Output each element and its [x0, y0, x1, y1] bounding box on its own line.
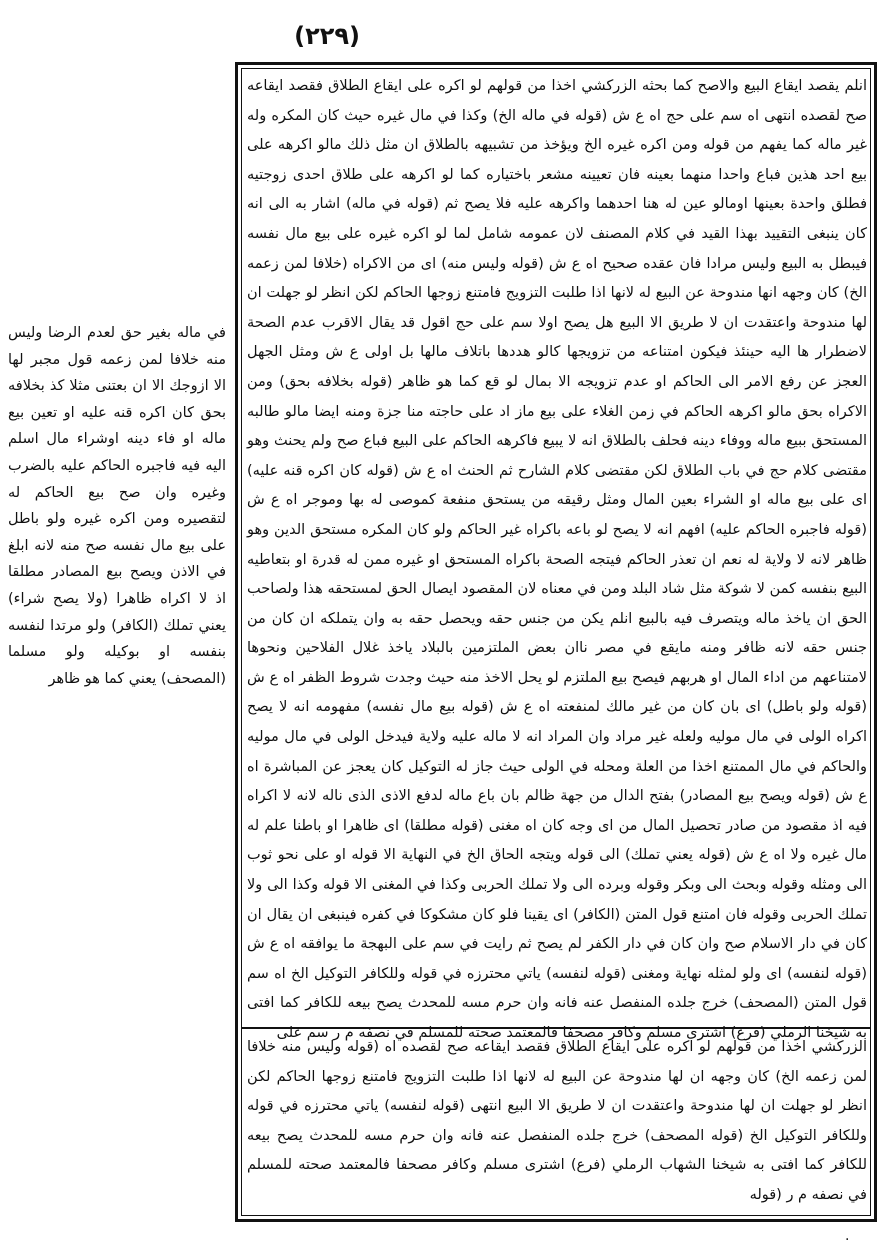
main-text-block: انلم يقصد ايقاع البيع والاصح كما بحثه الزركشي اخذا من قولهم لو اكره على ايقاع الطلاق فقصد ايقاعه صح لقصده انتهى اه سم على حج اه ع ش (قوله في ماله الخ) وكذا في مال غيره حيث كان المكره وله غير ماله كما يفهم من قوله ومن اكره غيره الخ ويؤخذ من تشبيهه بالطلاق ان مثل ذلك مالو اكرهه على بيع احد هذين فباع واحدا منهما بعينه فان تعيينه مشعر باختياره كما لو اكرهه على طلاق احدى زوجتيه فطلق واحدة بعينها اومالو عين له هنا احدهما واكرهه عليه فلا يصح ثم (قوله في ماله) اشار به الى انه كان ينبغى التقييد بهذا القيد في كلام المصنف لان عمومه شامل لما لو اكره غيره على بيع مال نفسه فيبطل به البيع وليس مرادا فان عقده صحيح اه ع ش (قوله وليس منه) اى من الاكراه (خلافا لمن زعمه الخ) كان وجهه انها مندوحة عن البيع له لانها اذا طلبت التزويج فامتنع زوجها الحاكم لكن انظر لو جهلت ان لها مندوحة واعتقدت ان لا طريق الا البيع هل يصح اولا سم على حج اقول قد يقال الاقرب عدم الصحة لاضطرار ها اليه حينئذ فيكون امتناعه من تزويجها كالو هددها باتلاف مالها بل اولى ع ش ومثل الجهل العجز عن رفع الامر الى الحاكم او عدم تزويجه الا بمال لو قع كما هو ظاهر (قوله بخلافه بحق) ومن الاكراه بحق مالو اكرهه الحاكم في زمن الغلاء على بيع ماز اد على حاجته منا جزة ومنه ايضا مالو طالبه المستحق ببيع ماله ووفاء دينه فحلف بالطلاق انه لا يبيع فاكرهه الحاكم على البيع فباع صح ولم يحنث وهو مقتضى كلام حج في باب الطلاق لكن مقتضى كلام الشارح ثم الحنث اه ع ش (قوله كان اكره قنه عليه) اى على بيع ماله او الشراء بعين المال ومثل رقيقه من يستحق منفعة كموصى له بها وموجر اه ع ش (قوله فاجبره الحاكم عليه) افهم انه لا يصح لو باعه باكراه غير الحاكم ولو كان المكره مستحق الدين وهو ظاهر لانه لا ولاية له نعم ان تعذر الحاكم فيتجه الصحة باكراه المستحق او غيره ممن له قدرة او بتعاطيه البيع بنفسه كمن لا شوكة مثل شاد البلد ومن في معناه لان المقصود ايصال الحق لمستحقه هذا ولصاحب الحق ان ياخذ ماله ويتصرف فيه بالبيع انلم يكن من جنس حقه ويحصل حقه به وان يتملكه ان كان من جنس حقه لانه ظافر ومنه مايقع في مصر ناان بعض الملتزمين بالبلاد ياخذ غلال الفلاحين ونحوها لامتناعهم من اداء المال او هربهم فيصح بيع الملتزم لو يحل الاخذ منه حيث وجدت شروط الظفر اه ع ش (قوله ولو باطل) اى بان كان من غير مالك لمنفعته اه ع ش (قوله بيع مال نفسه) مفهومه انه لا يصح اكراه الولى في مال موليه ولعله غير مراد وان المراد انه لا ماله عليه ولاية فيدخل الولى في مال موليه والحاكم في مال الممتنع اخذا من العلة ومحله في الولى حيث جاز له التوكيل كان يعجز عن المباشرة اه ع ش (قوله ويصح بيع المصادر) بفتح الدال من جهة ظالم بان باع ماله لدفع الاذى الذى ناله لانه لا اكراه فيه اذ مقصود من صادر تحصيل المال من اى وجه كان اه مغنى (قوله مطلقا) اى ظاهرا او باطنا علم له مال غيره ولا اه ع ش (قوله يعني تملك) الى قوله ويتجه الحاق الخ في النهاية الا قوله او على نحو ثوب الى ومثله وقوله وبحث الى وبكر وقوله وبرده الى ولا تملك الحربى وكذا في المغنى الا قوله وكذا الى ولا تملك الحربى وقوله فان امتنع قول المتن (الكافر) اى يقينا فلو كان مشكوكا في كفره فينبغى ان يقال ان كان في دار الاسلام صح وان كان في دار الكفر لم يصح ثم رايت في سم على البهجة ما يوافقه اه ع ش (قوله لنفسه) اى ولو لمثله نهاية ومغنى (قوله لنفسه) ياتي محترزه في قوله وللكافر التوكيل الخ اه سم قول المتن (المصحف) خرج جلده المنفصل عنه فانه وان حرم مسه للمحدث يصح بيعه للكافر كما افتى به شيخنا الرملي (فرع) اشترى مسلم وكافر مصحفا فالمعتمد صحته للمسلم في نصفه م ر سم على — [247, 78, 867, 1041]
footnote-text-block: الزركشي اخذا من قولهم لو اكره على ايقاع الطلاق فقصد ايقاعه صح لقصده اه (قوله وليس منه خلافا لمن زعمه الخ) كان وجهه ان لها مندوحة عن البيع له لانها اذا طلبت التزويج فامتنع زوجها الحاكم لكن انظر لو جهلت ان لها مندوحة واعتقدت ان لا طريق الا البيع انتهى (قوله لنفسه) ياتي محترزه في قوله وللكافر التوكيل الخ (قوله المصحف) خرج جلده المنفصل عنه فانه وان حرم مسه للمحدث يصح بيعه للكافر كما افتى به شيخنا الشهاب الرملي (فرع) اشترى مسلم وكافر مصحفا فالمعتمد صحته للمسلم في نصفه م ر (قوله — [247, 1039, 867, 1203]
margin-text-block: في ماله بغير حق لعدم الرضا وليس منه خلافا لمن زعمه قول مجبر لها الا ازوجك الا ان بعتنى مثلا كذ بخلافه بحق كان اكره قنه عليه او تعين بيع ماله او فاء دينه اوشراء مال اسلم اليه فيه فاجبره الحاكم عليه بالضرب وغيره وان صح بيع الحاكم له لتقصيره ومن اكره غيره ولو باطل على بيع مال نفسه صح منه لانه ابلغ في الاذن ويصح بيع المصادر مطلقا اذ لا اكراه ظاهرا (ولا يصح شراء) يعني تملك (الكافر) ولو مرتدا لنفسه بنفسه او بوكيله ولو مسلما (المصحف) يعني كما هو ظاهر — [8, 325, 226, 687]
footnote-divider — [241, 1027, 871, 1029]
page-number: (٢٢٩) — [294, 22, 360, 50]
page-mark: · — [845, 1232, 850, 1248]
